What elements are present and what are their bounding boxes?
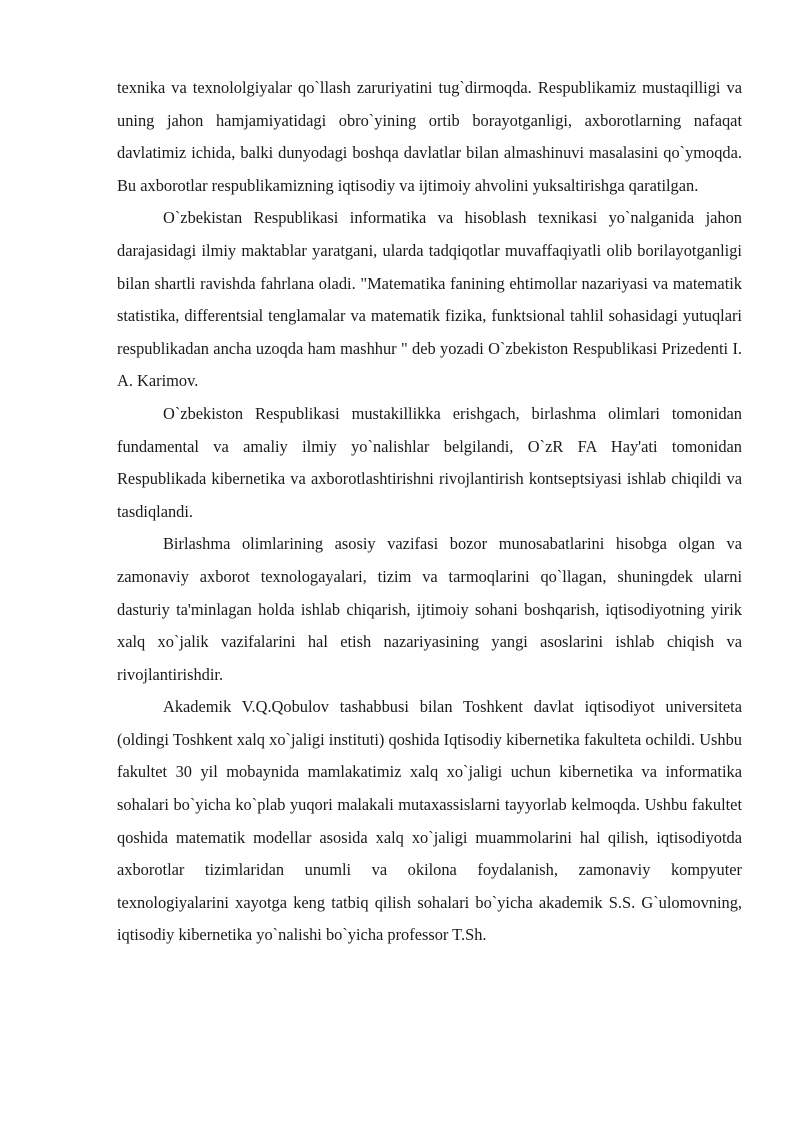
paragraph-3: O`zbekiston Respublikasi mustakillikka erishgach, birlashma olimlari tomonidan fundamental va amaliy ilmiy yo`nalishlar belgilandi, O`zR FA Hay'ati tomonidan Respublikada kibernetika va axborotlashtirishni rivojlantirish kontseptsiyasi ishlab chiqildi va tasdiqlandi. xyxy=(117,403,742,521)
paragraph-1: texnika va texnololgiyalar qo`llash zaruriyatini tug`dirmoqda. Respublikamiz mustaqilligi va uning jahon hamjamiyatidagi obro`yining ortib borayotganligi, axborotlarning nafaqat davlatimiz ichida, balki dunyodagi boshqa davlatlar bilan almashinuvi masalasini qo`ymoqda. Bu axborotlar respublikamizning iqtisodiy va ijtimoiy ahvolini yuksaltirishga qaratilgan. xyxy=(117,78,742,195)
paragraph-2: O`zbekistan Respublikasi informatika va hisoblash texnikasi yo`nalganida jahon darajasidagi ilmiy maktablar yaratgani, ularda tadqiqotlar muvaffaqiyatli olib borilayotganligi bilan shartli ravishda fahrlana oladi. "Matematika fanining ehtimollar nazariyasi va matematik statistika, differentsial tenglamalar va matematik fizika, funktsional tahlil sohasidagi yutuqlari respublikadan ancha uzoqda ham mashhur " deb yozadi O`zbekiston Respublikasi Prizedenti I. A. Karimov. xyxy=(117,208,742,391)
document-page xyxy=(117,72,742,952)
paragraph-4: Birlashma olimlarining asosiy vazifasi bozor munosabatlarini hisobga olgan va zamonaviy axborot texnologayalari, tizim va tarmoqlarini qo`llagan, shuningdek ularni dasturiy ta'minlagan holda ishlab chiqarish, ijtimoiy sohani boshqarish, iqtisodiyotning yirik xalq xo`jalik vazifalarini hal etish nazariyasining yangi asoslarini ishlab chiqish va rivojlantirishdir. xyxy=(117,534,742,684)
paragraph-5: Akademik V.Q.Qobulov tashabbusi bilan Toshkent davlat iqtisodiyot universiteta (oldingi Toshkent xalq xo`jaligi instituti) qoshida Iqtisodiy kibernetika fakulteta ochildi. Ushbu fakultet 30 yil mobaynida mamlakatimiz xalq xo`jaligi uchun kibernetika va informatika sohalari bo`yicha ko`plab yuqori malakali mutaxassislarni tayyorlab kelmoqda. Ushbu fakultet qoshida matematik modellar asosida xalq xo`jaligi muammolarini hal qilish, iqtisodiyotda axborotlar tizimlaridan unumli va okilona foydalanish, zamonaviy kompyuter texnologiyalarini xayotga keng tatbiq qilish sohalari bo`yicha akademik S.S. G`ulomovning, iqtisodiy kibernetika yo`nalishi bo`yicha professor T.Sh. xyxy=(117,697,742,945)
